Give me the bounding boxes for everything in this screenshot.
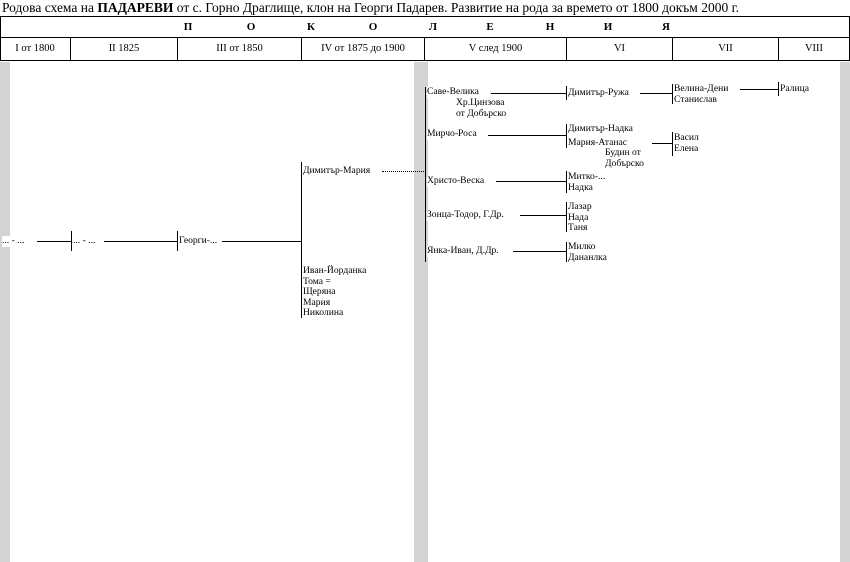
connector [496,181,567,182]
generation-header-2: II 1825 [108,43,140,54]
node-line: Елена [674,142,699,154]
connector [566,171,567,193]
heading-letter: Н [545,21,555,33]
connector [566,242,567,262]
caption-suffix: от с. Горно Драглище, клон на Георги Падарев. Развитие на рода за времето от 1800 докъм 2000 г. [173,0,739,15]
node-gen5-mircho-rosa: Мирчо-Роса [427,128,477,139]
generation-header-6: VI [613,43,626,54]
node-line: Иван-Йорданка [303,265,367,276]
node-gen5-hristo-veska: Христо-Веска [427,175,485,186]
heading-letter: Л [428,21,438,33]
connector [513,251,567,252]
connector [566,202,567,232]
caption-surname: ПАДАРЕВИ [97,0,174,15]
column-band [840,62,850,562]
connector [222,241,302,242]
heading-letter: Я [662,21,670,33]
node-gen2: ... - ... [73,235,96,246]
node-line: Милко [568,241,596,252]
node-gen6-lazar-nada-tanya [568,202,592,234]
node-gen6-maria-atanas-note [605,148,644,169]
node-gen1: ... - ... [2,235,25,246]
node-line: Нада [568,211,589,223]
chart-caption [2,0,850,16]
node-gen7-vasil-elena [674,133,699,154]
connector [425,87,426,262]
node-gen6-dimitar-nadka: Димитър-Надка [568,123,633,134]
connector [740,89,779,90]
header-bottom-border [0,60,850,61]
node-line: Васил [674,132,699,143]
node-line: Надка [568,181,593,193]
node-line: Щеряна [303,286,336,297]
node-gen5-yanka-ivan: Янка-Иван, Д.Др. [427,245,499,256]
node-line: Митко-... [568,171,606,182]
connector-dotted [382,171,426,172]
node-gen6-dimitar-ruzha: Димитър-Ружа [568,87,629,98]
node-line: Будин от [605,147,641,158]
heading-letter: К [307,21,315,33]
node-gen6-milko-danankla [568,242,607,263]
node-line: Лазар [568,201,592,212]
node-gen8-ralitsa: Ралица [780,83,809,94]
node-gen6-mitko-nadka [568,172,605,193]
connector [652,143,673,144]
node-gen5-save-velika: Саве-Велика [427,86,479,97]
node-gen3-georgi: Георги-... [179,235,218,246]
generation-header-8: VIII [804,43,824,54]
connector [488,135,567,136]
generation-header-5: V след 1900 [468,43,523,54]
node-gen6-maria-atanas: Мария-Атанас [568,137,627,148]
node-gen5-save-note [456,98,506,119]
connector [71,231,72,251]
node-gen5-zontsa-todor: Зонца-Тодор, Г.Др. [427,209,504,220]
node-line: Добърско [605,157,644,169]
connector [520,215,567,216]
connector [672,84,673,104]
connector [104,241,178,242]
node-line: Станислав [674,93,717,105]
node-line: Велина-Дени [674,83,729,94]
heading-letter: П [183,21,193,33]
connector [640,93,673,94]
caption-prefix: Родова схема на [2,0,98,15]
node-line: Тома = [303,275,331,287]
connector [566,86,567,100]
connector [566,124,567,148]
connector [37,241,71,242]
generation-header-7: VII [718,43,733,54]
heading-letter: И [603,21,613,33]
heading-letter: О [368,21,378,33]
heading-letter: О [246,21,256,33]
heading-letter: Е [486,21,494,33]
connector [778,82,779,96]
header-mid-border [0,37,850,38]
node-line: Мария [303,296,331,308]
node-gen4-ivan-yordanka [303,266,366,319]
node-line: от Добърско [456,107,507,119]
column-band [0,62,10,562]
connector [672,132,673,156]
node-line: Таня [568,222,588,233]
header-top-border [0,16,850,17]
node-gen7-velina-stanislav [674,84,728,105]
connector [301,162,302,318]
node-line: Хр.Цинзова [456,97,505,108]
connector [177,231,178,251]
connector [491,93,567,94]
generation-header-3: III от 1850 [216,43,263,54]
generation-header-1: I от 1800 [15,43,55,54]
generation-header-4: IV от 1875 до 1900 [321,43,405,54]
node-line: Николина [303,307,344,318]
node-line: Дананлка [568,251,607,263]
node-gen4-dimitar-maria: Димитър-Мария [303,165,371,176]
